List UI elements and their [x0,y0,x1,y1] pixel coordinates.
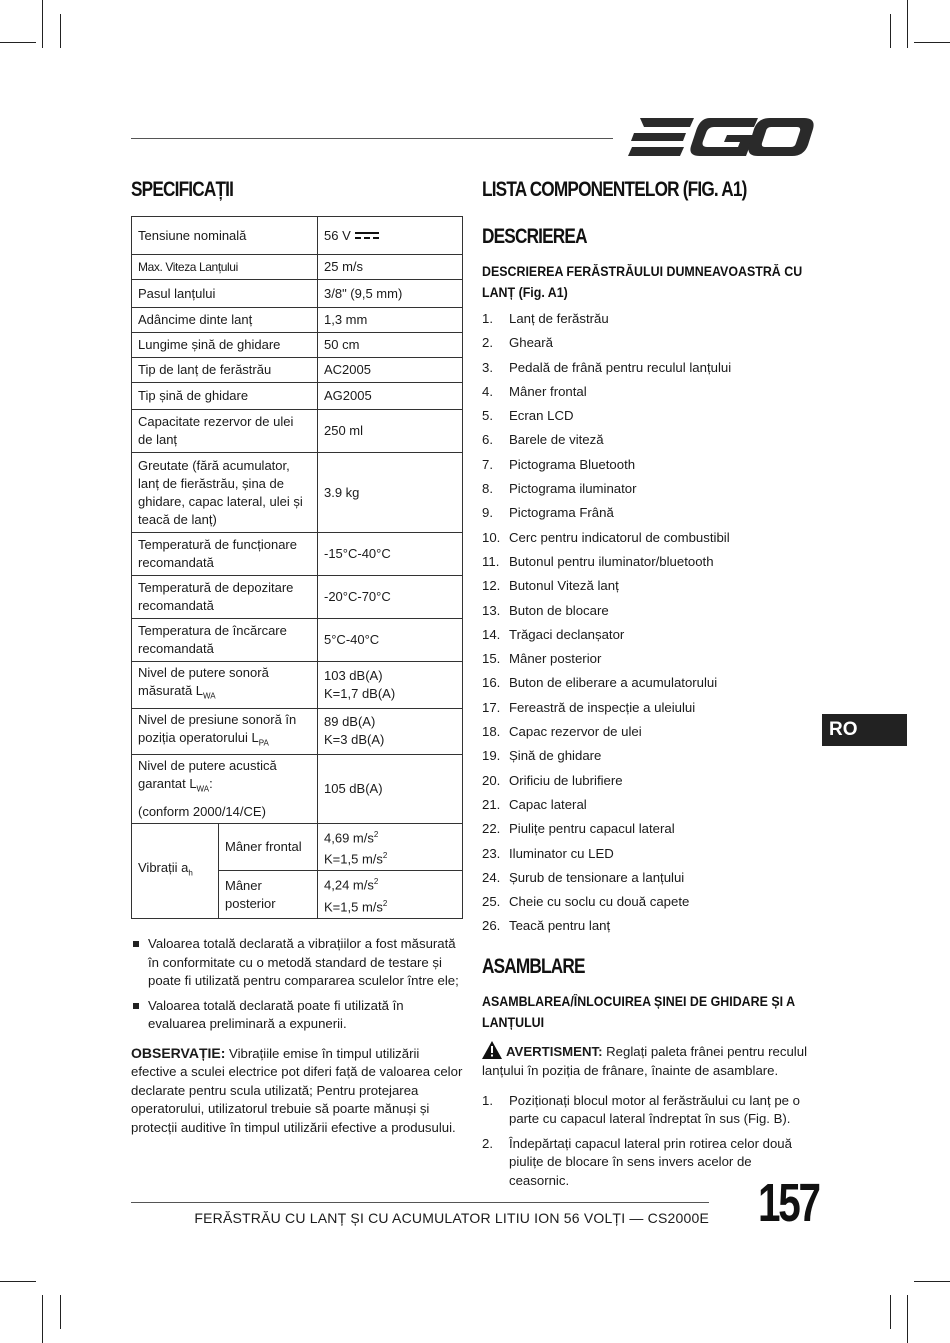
list-item: 13. Buton de blocare [482,602,609,618]
table-row [132,280,463,308]
table-row [132,255,463,280]
spec-label: Tensiune nominală [132,217,318,255]
components-title: LISTA COMPONENTELOR (FIG. A1) [482,178,747,201]
ego-logo [628,116,814,158]
description-title: DESCRIEREA [482,225,587,248]
footer-title: FERĂSTRĂU CU LANȚ ȘI CU ACUMULATOR LITIU ION 56 VOLȚI — CS2000E [194,1210,709,1226]
spec-value: -20°C-70°C [318,576,463,619]
table-row [132,308,463,333]
header-rule [131,138,613,139]
crop-mark [914,42,950,43]
spec-label: Temperatură de funcționare recomandată [132,533,318,576]
list-item: 18. Capac rezervor de ulei [482,724,642,740]
list-item: 20. Orificiu de lubrifiere [482,772,623,788]
spec-label: Mâner frontal [219,823,318,871]
spec-value: 250 ml [318,410,463,453]
list-item: 19. Șină de ghidare [482,748,602,764]
spec-value: AG2005 [318,383,463,410]
spec-label: Adâncime dinte lanț [132,308,318,333]
spec-label: Nivel de presiune sonoră în poziția operatorului $L_{PA}$ [132,708,318,755]
list-item: 16. Buton de eliberare a acumulatorului [482,675,718,691]
table-row [132,383,463,410]
crop-mark [42,0,43,48]
spec-value: 5°C-40°C [318,619,463,662]
vibration-label: Vibrații $a_h$ [132,823,219,918]
vibration-notes [131,935,463,1034]
list-item: 2. Gheară [482,335,553,351]
table-row [132,619,463,662]
table-row [132,217,463,255]
list-item: 23. Iluminator cu LED [482,845,614,861]
spec-value: 3/8" (9,5 mm) [318,280,463,308]
crop-mark [890,14,891,48]
list-item: 24. Șurub de tensionare a lanțului [482,869,685,885]
table-row [132,410,463,453]
list-item: 21. Capac lateral [482,796,587,812]
spec-label: Max. Viteza Lanțului [132,255,318,280]
table-row [132,533,463,576]
crop-mark [0,1281,36,1282]
specifications-title: SPECIFICAȚII [131,178,234,201]
page-number: 157 [758,1173,819,1233]
list-item: Valoarea totală declarată a vibrațiilor a fost măsurată în conformitate cu o metodă standard de testare și poate fi utilizată pentru compararea sculelor între ele; [131,935,463,991]
list-item: 15. Mâner posterior [482,651,602,667]
list-item: 6. Barele de viteză [482,432,604,448]
list-item: 26. Teacă pentru lanț [482,918,611,934]
warning-note: AVERTISMENT: Reglați paleta frânei pentru reculul lanțului în poziția de frânare, înainte de asamblare. [482,1041,812,1080]
list-item: Valoarea totală declarată poate fi utilizată în evaluarea preliminară a expunerii. [131,997,463,1034]
list-item: 14. Trăgaci declanșator [482,626,625,642]
dc-current-icon [355,231,379,241]
list-item: 9. Pictograma Frână [482,505,614,521]
spec-label: Capacitate rezervor de ulei de lanț [132,410,318,453]
spec-value: 3.9 kg [318,453,463,533]
spec-value: 4,69 $m/s^2$ K=1,5 $m/s^2$ [318,823,463,871]
list-item: 25. Cheie cu soclu cu două capete [482,894,690,910]
list-item: 11. Butonul pentru iluminator/bluetooth [482,553,714,569]
crop-mark [907,1295,908,1343]
spec-label: Temperatură de depozitare recomandată [132,576,318,619]
spec-value: 103 dB(A) K=1,7 dB(A) [318,662,463,709]
warning-triangle-icon [482,1041,502,1059]
specifications-section [131,178,463,1137]
spec-label: Pasul lanțului [132,280,318,308]
spec-value: -15°C-40°C [318,533,463,576]
assembly-title: ASAMBLARE [482,954,585,978]
spec-value: AC2005 [318,358,463,383]
list-item: 4. Mâner frontal [482,383,587,399]
spec-value: 105 dB(A) [318,755,463,824]
crop-mark [914,1281,950,1282]
spec-label: Nivel de putere acustică garantat $L_{WA}$: (conform 2000/14/CE) [132,755,318,824]
list-item: 8. Pictograma iluminator [482,481,637,497]
list-item: 3. Pedală de frână pentru reculul lanțului [482,359,732,375]
crop-mark [0,42,36,43]
table-row [132,453,463,533]
spec-label: Greutate (fără acumulator, lanț de fierăstrău, șina de ghidare, capac lateral, ulei și teacă de lanț) [132,453,318,533]
spec-value: 56 V [318,217,463,255]
crop-mark [890,1295,891,1329]
table-row [132,823,463,871]
description-subtitle: DESCRIEREA FERĂSTRĂULUI DUMNEAVOASTRĂ CU LANȚ (Fig. A1) [482,264,803,300]
spec-label: Tip șină de ghidare [132,383,318,410]
spec-label: Mâner posterior [219,871,318,919]
table-row [132,333,463,358]
list-item: 22. Piulițe pentru capacul lateral [482,821,675,837]
list-item: 10. Cerc pentru indicatorul de combustibil [482,529,730,545]
table-row [132,576,463,619]
language-tab: RO [822,714,907,746]
observation-note: OBSERVAȚIE: Vibrațiile emise în timpul utilizării efective a sculei electrice pot diferi față de valoarea celor declarate pentru scula utilizată; Pentru protejarea operatorului, utilizatorul trebuie să poarte mănuși și protecții auditive în timpul utilizării efective a produsului. [131,1044,463,1135]
specifications-table [131,216,463,919]
footer-rule [131,1202,709,1203]
crop-mark [60,1295,61,1329]
crop-mark [907,0,908,48]
list-item: 1. Lanț de ferăstrău [482,311,609,326]
table-row [132,662,463,709]
crop-mark [60,14,61,48]
components-list [482,307,812,939]
spec-value: 25 m/s [318,255,463,280]
assembly-subtitle: ASAMBLAREA/ÎNLOCUIREA ȘINEI DE GHIDARE ȘI A LANȚULUI [482,993,795,1030]
spec-label: Tip de lanț de ferăstrău [132,358,318,383]
spec-value: 50 cm [318,333,463,358]
spec-value: 4,24 $m/s^2$ K=1,5 $m/s^2$ [318,871,463,919]
table-row [132,358,463,383]
list-item: 5. Ecran LCD [482,408,574,424]
list-item: 2. Îndepărtați capacul lateral prin rotirea celor două piulițe de blocare în sens invers acelor de ceasornic. [482,1135,792,1188]
crop-mark [42,1295,43,1343]
spec-label: Lungime șină de ghidare [132,333,318,358]
list-item: 17. Fereastră de inspecție a uleiului [482,699,696,715]
table-row [132,708,463,755]
spec-label: Temperatura de încărcare recomandată [132,619,318,662]
table-row [132,755,463,824]
spec-value: 1,3 mm [318,308,463,333]
spec-label: Nivel de putere sonoră măsurată $L_{WA}$ [132,662,318,709]
list-item: 1. Poziționați blocul motor al ferăstrăului cu lanț pe o parte cu capacul lateral îndreptat în sus (Fig. B). [482,1092,801,1127]
list-item: 12. Butonul Viteză lanț [482,578,619,594]
spec-value: 89 dB(A) K=3 dB(A) [318,708,463,755]
components-section [482,178,812,1196]
list-item: 7. Pictograma Bluetooth [482,456,636,472]
